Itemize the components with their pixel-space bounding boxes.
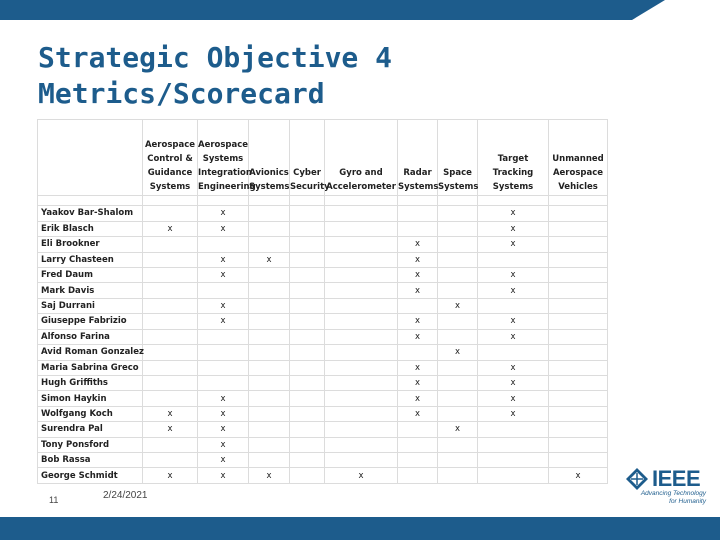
expertise-mark [549,283,608,298]
expertise-mark [438,391,478,406]
ieee-logo [624,466,708,510]
expertise-mark [549,437,608,452]
expertise-mark [290,391,325,406]
table-row [38,237,608,252]
expertise-mark [290,237,325,252]
expertise-mark [249,237,290,252]
column-header: Avionics Systems [249,120,290,196]
expertise-mark [549,237,608,252]
expertise-mark: x [398,283,438,298]
member-name: Erik Blasch [38,221,143,236]
expertise-mark [549,252,608,267]
table-row [38,314,608,329]
expertise-mark [398,206,438,221]
expertise-mark [290,453,325,468]
expertise-mark: x [398,267,438,282]
expertise-mark [325,221,398,236]
spacer-cell [249,196,290,206]
table-row [38,468,608,484]
expertise-mark [198,283,249,298]
expertise-mark [290,375,325,390]
expertise-mark [325,267,398,282]
expertise-mark [438,375,478,390]
expertise-mark [549,298,608,313]
expertise-mark [198,345,249,360]
expertise-mark [143,252,198,267]
expertise-mark [290,252,325,267]
expertise-mark: x [249,468,290,484]
expertise-mark [143,298,198,313]
expertise-mark [198,360,249,375]
expertise-mark [438,468,478,484]
expertise-mark: x [398,360,438,375]
top-banner [0,0,720,20]
expertise-mark: x [398,314,438,329]
expertise-mark: x [398,329,438,344]
spacer-cell [478,196,549,206]
expertise-mark [549,406,608,421]
expertise-mark [290,221,325,236]
table-row [38,391,608,406]
column-header: Unmanned Aerospace Vehicles [549,120,608,196]
expertise-mark: x [478,329,549,344]
expertise-mark [290,360,325,375]
member-name: Hugh Griffiths [38,375,143,390]
expertise-mark [325,252,398,267]
expertise-mark [549,422,608,437]
column-header: Aerospace Systems Integration Engineering [198,120,249,196]
member-name: Fred Daum [38,267,143,282]
expertise-mark: x [143,406,198,421]
expertise-mark [478,345,549,360]
expertise-mark [325,283,398,298]
member-name: Giuseppe Fabrizio [38,314,143,329]
expertise-mark [438,267,478,282]
expertise-mark [325,437,398,452]
expertise-mark [549,329,608,344]
column-header: Gyro and Accelerometer [325,120,398,196]
header-corner-cell [38,120,143,196]
spacer-cell [198,196,249,206]
expertise-mark [325,406,398,421]
expertise-mark [290,422,325,437]
expertise-mark [290,329,325,344]
expertise-mark [549,345,608,360]
expertise-mark [249,221,290,236]
expertise-mark: x [198,422,249,437]
expertise-mark: x [478,221,549,236]
slide-title-line-1: Strategic Objective 4 [38,41,393,74]
table-row [38,422,608,437]
expertise-mark: x [325,468,398,484]
spacer-row [38,196,608,206]
spacer-cell [290,196,325,206]
spacer-cell [38,196,143,206]
expertise-mark [290,314,325,329]
expertise-mark: x [398,406,438,421]
expertise-mark [325,375,398,390]
column-header: Space Systems [438,120,478,196]
expertise-mark [438,283,478,298]
expertise-mark [438,437,478,452]
expertise-mark [143,267,198,282]
column-header: Aerospace Control & Guidance Systems [143,120,198,196]
expertise-mark: x [478,267,549,282]
expertise-mark [143,391,198,406]
expertise-mark [143,360,198,375]
expertise-mark [290,406,325,421]
expertise-mark: x [398,375,438,390]
expertise-mark [549,314,608,329]
expertise-mark [438,221,478,236]
expertise-mark [143,206,198,221]
spacer-cell [143,196,198,206]
expertise-mark [143,345,198,360]
expertise-mark: x [198,221,249,236]
expertise-mark: x [478,206,549,221]
expertise-mark [249,345,290,360]
expertise-mark [325,391,398,406]
expertise-mark [438,206,478,221]
expertise-mark: x [478,360,549,375]
expertise-mark [290,437,325,452]
expertise-mark: x [478,237,549,252]
expertise-mark [398,453,438,468]
member-name: Mark Davis [38,283,143,298]
expertise-mark: x [198,252,249,267]
scorecard-table [37,119,608,484]
expertise-mark [438,314,478,329]
expertise-mark [249,453,290,468]
expertise-mark [249,360,290,375]
expertise-mark: x [198,267,249,282]
member-name: Tony Ponsford [38,437,143,452]
column-header: Cyber Security [290,120,325,196]
expertise-mark: x [198,468,249,484]
member-name: Bob Rassa [38,453,143,468]
expertise-mark [549,391,608,406]
spacer-cell [549,196,608,206]
expertise-mark [325,298,398,313]
member-name: Avid Roman Gonzalez [38,345,143,360]
expertise-mark: x [478,406,549,421]
member-name: George Schmidt [38,468,143,484]
expertise-mark: x [143,468,198,484]
expertise-mark [249,314,290,329]
expertise-mark [398,345,438,360]
table-row [38,345,608,360]
expertise-mark [249,375,290,390]
expertise-mark: x [478,375,549,390]
expertise-mark [143,237,198,252]
expertise-mark: x [249,252,290,267]
expertise-mark [325,237,398,252]
expertise-mark [398,437,438,452]
expertise-mark [143,283,198,298]
expertise-mark [290,283,325,298]
spacer-cell [438,196,478,206]
expertise-mark [325,422,398,437]
expertise-mark [325,453,398,468]
member-name: Eli Brookner [38,237,143,252]
expertise-mark: x [438,298,478,313]
expertise-mark: x [143,422,198,437]
column-header: Target Tracking Systems [478,120,549,196]
table-row [38,360,608,375]
expertise-mark [438,406,478,421]
expertise-mark [549,221,608,236]
table-row [38,375,608,390]
slide-title [38,40,392,112]
spacer-cell [325,196,398,206]
ieee-kite-icon [626,468,648,490]
expertise-mark [438,252,478,267]
expertise-mark [325,360,398,375]
slide-title-line-2: Metrics/Scorecard [38,77,325,110]
expertise-mark [249,329,290,344]
expertise-mark: x [198,298,249,313]
expertise-mark [549,267,608,282]
table-row [38,252,608,267]
expertise-mark [478,298,549,313]
expertise-mark: x [198,206,249,221]
expertise-mark [438,453,478,468]
table-row [38,329,608,344]
table-row [38,453,608,468]
table-row [38,283,608,298]
member-name: Yaakov Bar-Shalom [38,206,143,221]
expertise-mark [325,345,398,360]
table-row [38,267,608,282]
expertise-mark [249,298,290,313]
spacer-cell [398,196,438,206]
expertise-mark [249,406,290,421]
expertise-mark [249,437,290,452]
member-name: Saj Durrani [38,298,143,313]
expertise-mark [143,314,198,329]
table-row [38,221,608,236]
expertise-mark [290,267,325,282]
column-header: Radar Systems [398,120,438,196]
expertise-mark [249,391,290,406]
expertise-mark [249,283,290,298]
expertise-mark: x [198,391,249,406]
expertise-mark [325,314,398,329]
expertise-mark: x [398,237,438,252]
expertise-mark [478,453,549,468]
expertise-mark [249,206,290,221]
expertise-mark [325,206,398,221]
expertise-mark [549,453,608,468]
expertise-mark: x [438,422,478,437]
expertise-mark [143,437,198,452]
ieee-logo-text: IEEE [652,466,701,491]
expertise-mark: x [438,345,478,360]
expertise-mark [398,221,438,236]
table-row [38,406,608,421]
expertise-mark [398,298,438,313]
expertise-mark: x [198,314,249,329]
expertise-mark: x [398,252,438,267]
expertise-mark: x [478,391,549,406]
expertise-mark [549,360,608,375]
member-name: Maria Sabrina Greco [38,360,143,375]
table-row [38,437,608,452]
expertise-mark: x [478,314,549,329]
expertise-mark [325,329,398,344]
member-name: Surendra Pal [38,422,143,437]
member-name: Simon Haykin [38,391,143,406]
expertise-mark: x [198,437,249,452]
ieee-tagline: Advancing Technology for Humanity [640,490,706,505]
table-row [38,298,608,313]
expertise-mark [438,360,478,375]
expertise-mark [249,422,290,437]
expertise-mark [478,468,549,484]
expertise-mark [478,422,549,437]
member-name: Larry Chasteen [38,252,143,267]
expertise-mark [398,422,438,437]
expertise-mark [143,453,198,468]
expertise-mark [290,298,325,313]
expertise-mark: x [143,221,198,236]
expertise-mark: x [198,453,249,468]
expertise-mark: x [398,391,438,406]
expertise-mark: x [198,406,249,421]
expertise-mark [478,252,549,267]
expertise-mark [438,329,478,344]
expertise-mark: x [478,283,549,298]
expertise-mark [198,329,249,344]
expertise-mark [143,329,198,344]
expertise-mark [198,375,249,390]
expertise-mark [478,437,549,452]
header-row [38,120,608,196]
table-row [38,206,608,221]
expertise-mark [143,375,198,390]
expertise-mark [549,375,608,390]
bottom-banner [0,517,720,540]
expertise-mark: x [549,468,608,484]
member-name: Wolfgang Koch [38,406,143,421]
expertise-mark [290,468,325,484]
slide-date: 2/24/2021 [103,490,148,501]
expertise-mark [398,468,438,484]
expertise-mark [549,206,608,221]
page-number: 11 [49,495,59,505]
expertise-mark [290,206,325,221]
expertise-mark [249,267,290,282]
expertise-mark [290,345,325,360]
expertise-mark [438,237,478,252]
member-name: Alfonso Farina [38,329,143,344]
expertise-mark [198,237,249,252]
